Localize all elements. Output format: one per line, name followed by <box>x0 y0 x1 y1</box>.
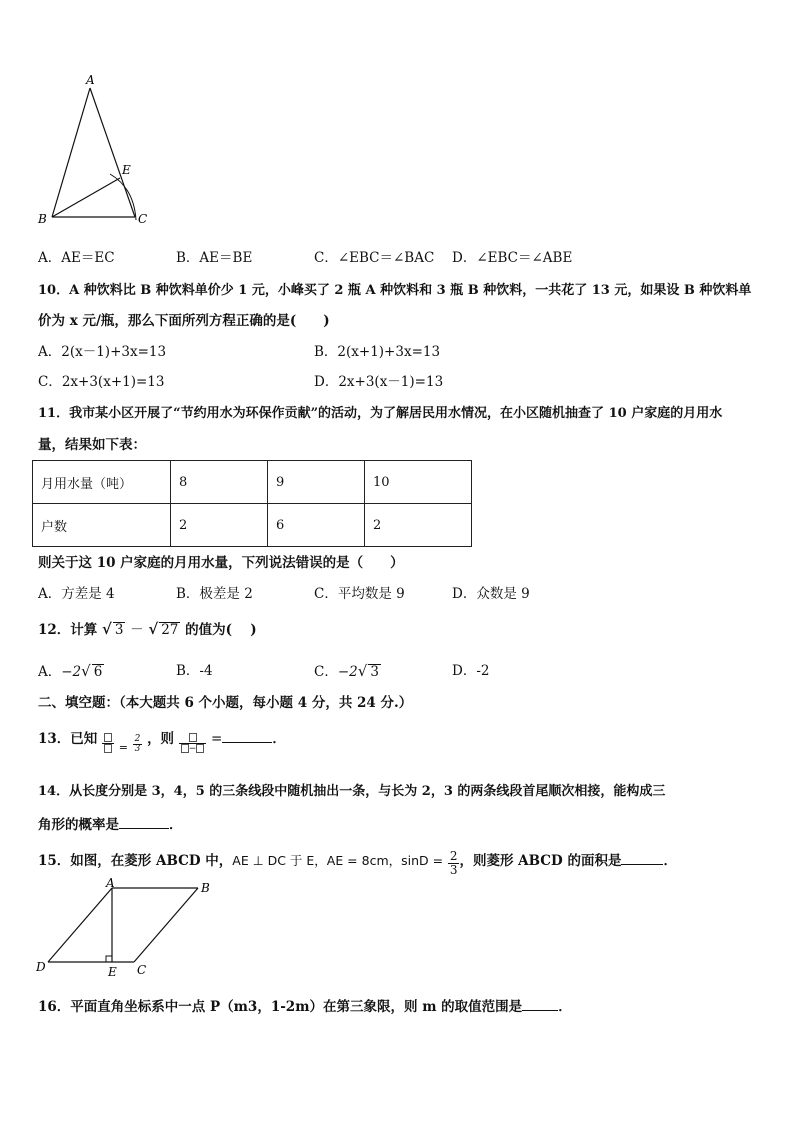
q10-option-b[interactable]: B．2(x+1)+3x=13 <box>314 344 441 360</box>
q9-option-a[interactable]: A．AE＝EC <box>38 250 115 266</box>
table-cell: 6 <box>268 504 365 547</box>
q13-prefix: 13．已知 <box>38 731 98 747</box>
q12-option-a-prefix: A． <box>38 664 62 680</box>
q11-stem-line1: 11．我市某小区开展了“节约用水为环保作贡献”的活动，为了解居民用水情况，在小区随机抽查了 10 户家庭的月用水 <box>38 406 723 421</box>
q16-text: 16．平面直角坐标系中一点 P（m3，1-2m）在第三象限，则 m 的取值范围是 <box>38 999 523 1015</box>
q11-option-d[interactable]: D．众数是 9 <box>452 586 530 602</box>
q9-option-d[interactable]: D．∠EBC＝∠ABE <box>452 250 573 266</box>
q12-option-b[interactable]: B．-4 <box>176 663 213 679</box>
triangle-figure <box>30 70 160 235</box>
label-e: E <box>108 965 117 979</box>
q12-option-c[interactable] <box>314 662 381 681</box>
table-cell: 2 <box>365 504 472 547</box>
q15-suffix: ，则菱形 ABCD 的面积是 <box>459 853 622 869</box>
q10-option-d[interactable]: D．2x+3(x－1)=13 <box>314 374 444 390</box>
q15-prefix: 15．如图，在菱形 ABCD 中， <box>38 853 233 869</box>
q14-line2-text: 角形的概率是 <box>38 817 119 833</box>
label-b: B <box>38 212 47 226</box>
table-cell: 9 <box>268 461 365 504</box>
q12-radicand-1: 3 <box>114 622 124 638</box>
q14-end: ． <box>169 817 183 833</box>
q13-equals-2: = <box>211 731 223 747</box>
label-c: C <box>137 963 147 977</box>
q13-fraction-left <box>102 733 114 754</box>
q10-stem-line1: 10．A 种饮料比 B 种饮料单价少 1 元，小峰买了 2 瓶 A 种饮料和 3 瓶 B 种饮料，一共花了 13 元，如果设 B 种饮料单 <box>38 283 752 298</box>
table-row <box>33 504 472 547</box>
q15-fraction <box>448 850 460 877</box>
sqrt-icon: √ <box>148 620 159 638</box>
label-a: A <box>86 73 95 87</box>
q13-stem <box>38 724 286 754</box>
q12-suffix: 的值为( ) <box>185 622 257 638</box>
q12-option-c-rad: 3 <box>370 664 379 680</box>
placeholder-box-icon <box>196 744 204 753</box>
q13-mid: ，则 <box>147 731 175 747</box>
q10-option-a[interactable]: A．2(x－1)+3x=13 <box>38 344 167 360</box>
q14-stem-line2 <box>38 814 183 834</box>
q12-option-a[interactable] <box>38 662 104 681</box>
label-e: E <box>122 163 131 177</box>
placeholder-box-icon <box>104 733 112 742</box>
q9-option-c[interactable]: C．∠EBC＝∠BAC <box>314 250 435 266</box>
q11-stem-line2: 量，结果如下表： <box>38 437 146 453</box>
q13-numerator: 2 <box>134 734 141 744</box>
q12-prefix: 12．计算 <box>38 622 98 638</box>
q13-fraction-value <box>133 735 143 754</box>
placeholder-box-icon <box>104 744 112 753</box>
q9-option-b[interactable]: B．AE＝BE <box>176 250 253 266</box>
q16-stem <box>38 996 572 1016</box>
placeholder-box-icon <box>189 733 197 742</box>
q16-end: ． <box>558 999 572 1015</box>
label-c: C <box>138 212 148 226</box>
q13-end: ． <box>272 731 286 747</box>
section-heading-fill-in: 二、填空题：（本大题共 6 个小题，每小题 4 分，共 24 分.） <box>38 695 413 711</box>
q12-option-a-coef: −2 <box>61 664 82 680</box>
q11-option-b[interactable]: B．极差是 2 <box>176 586 253 602</box>
table-cell: 户数 <box>33 504 171 547</box>
q12-option-c-coef: −2 <box>337 664 358 680</box>
table-cell: 2 <box>171 504 268 547</box>
q14-stem-line1: 14．从长度分别是 3，4，5 的三条线段中随机抽出一条，与长为 2，3 的两条线段首尾顺次相接，能构成三 <box>38 784 666 799</box>
q11-stem-line3: 则关于这 10 户家庭的月用水量，下列说法错误的是（ ） <box>38 555 404 571</box>
q14-answer-blank[interactable] <box>119 814 169 829</box>
q13-equals: = <box>118 741 128 754</box>
q13-answer-blank[interactable] <box>222 728 272 743</box>
q15-answer-blank[interactable] <box>621 850 663 865</box>
sqrt-icon: √ <box>81 662 91 680</box>
q12-option-c-prefix: C． <box>314 664 338 680</box>
label-b: B <box>201 881 210 895</box>
label-a: A <box>106 878 115 890</box>
sqrt-icon: √ <box>102 620 112 638</box>
q13-fraction-expression: − <box>179 733 207 754</box>
label-d: D <box>36 960 46 974</box>
q12-minus: － <box>130 622 144 638</box>
table-row <box>33 461 472 504</box>
q15-end: ． <box>663 853 677 869</box>
q10-stem-line2: 价为 x 元/瓶，那么下面所列方程正确的是( ) <box>38 313 330 329</box>
q12-option-d[interactable]: D．-2 <box>452 663 490 679</box>
table-cell: 月用水量（吨） <box>33 461 171 504</box>
q12-stem <box>38 620 257 639</box>
q15-condition: AE ⊥ DC 于 E，AE = 8cm，sinD = <box>232 853 444 868</box>
sqrt-icon: √ <box>357 662 368 680</box>
rhombus-figure <box>34 878 224 980</box>
q15-denominator: 3 <box>449 863 458 877</box>
q15-numerator: 2 <box>449 849 458 863</box>
q12-option-a-rad: 6 <box>93 664 103 680</box>
q12-radicand-2: 27 <box>161 622 179 638</box>
table-cell: 10 <box>365 461 472 504</box>
q15-stem <box>38 846 677 876</box>
q11-option-c[interactable]: C．平均数是 9 <box>314 586 405 602</box>
q13-denominator: 3 <box>134 744 141 754</box>
q10-option-c[interactable]: C．2x+3(x+1)=13 <box>38 374 165 390</box>
q11-option-a[interactable]: A．方差是 4 <box>38 586 115 602</box>
placeholder-box-icon <box>181 744 189 753</box>
q16-answer-blank[interactable] <box>522 996 558 1011</box>
water-usage-table <box>32 460 472 547</box>
table-cell: 8 <box>171 461 268 504</box>
